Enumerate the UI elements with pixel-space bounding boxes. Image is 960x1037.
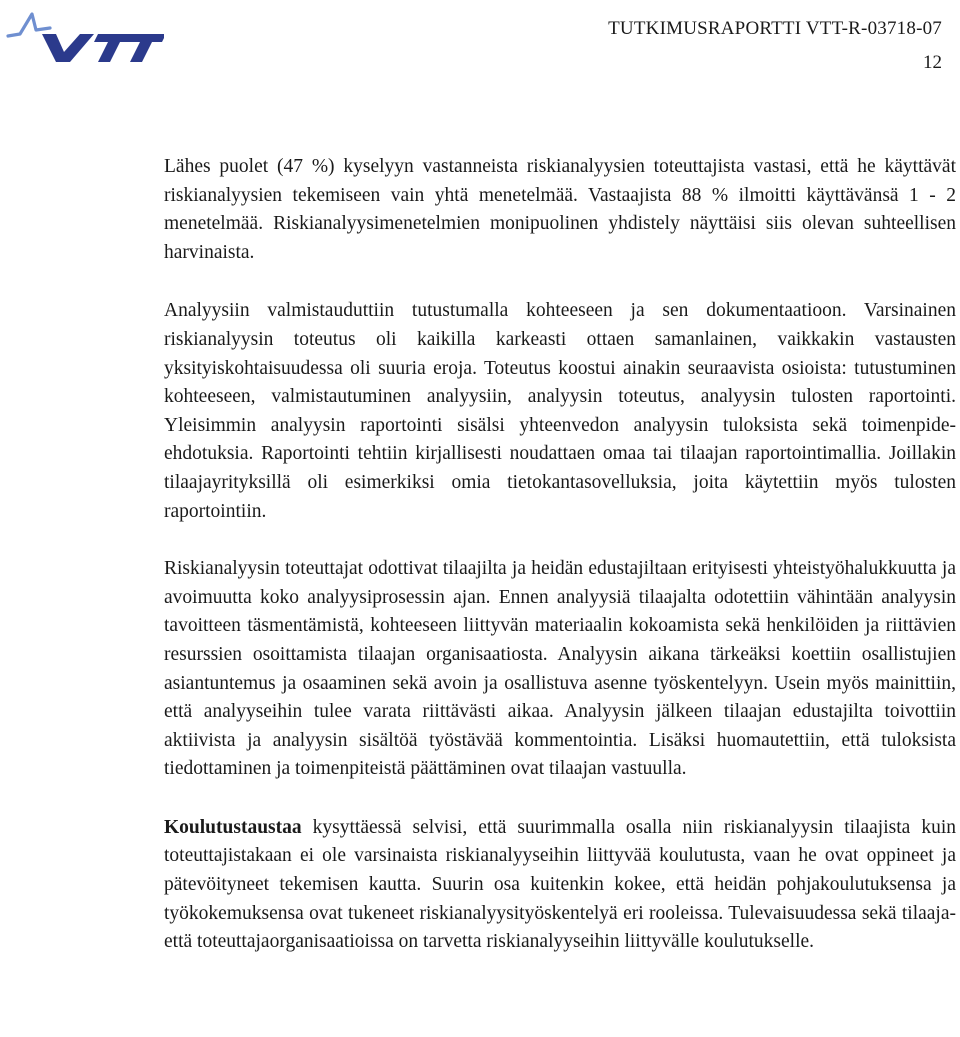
logo-wing-icon [8,14,50,36]
logo-letter-t2 [126,34,164,62]
paragraph-text: kysyttäessä selvisi, että suurimmalla osalla niin riskianalyysin tilaajista kuin toteuttajistakaan ei ole varsinaista riskianalyyseihin liittyvää koulutusta, vaan he ovat oppineet ja pätevöityneet tekemisen kautta. Suurin osa kuitenkin kokee, että heidän pohjakoulutuksensa ja työkokemuksensa ovat tukeneet riskianalyysityöskentelyä eri rooleissa. Tulevaisuudessa sekä tilaaja- että toteuttajaorganisaatioissa on tarvetta riskianalyyseihin liittyvälle koulutukselle. [164,816,956,953]
paragraph: Riskianalyysin toteuttajat odottivat tilaajilta ja heidän edustajiltaan erityisesti yhteistyöhalukkuutta ja avoimuutta koko analyysiprosessin ajan. Ennen analyysiä tilaajalta odotettiin vähintään analyysin tavoitteen täsmentämistä, kohteeseen liittyvän materiaalin kokoamista sekä henkilöiden ja riittävien resurssien osoittamista tilaajan organisaatiosta. Analyysin aikana tärkeäksi koettiin osallistujien asiantuntemus ja osaaminen sekä avoin ja osallistuva asenne työskentelyyn. Usein myös mainittiin, että analyyseihin tulee varata riittävästi aikaa. Analyysin jälkeen tilaajan edustajilta toivottiin aktiivista ja analyysin sisältöä työstävää kommentointia. Lisäksi huomautettiin, että tuloksista tiedottaminen ja toimenpiteistä päättäminen ovat tilaajan vastuulla. [164,558,956,780]
report-id: TUTKIMUSRAPORTTI VTT-R-03718-07 [608,18,942,39]
logo-letter-v [42,34,94,62]
document-body [164,153,956,987]
paragraph: Analyysiin valmistauduttiin tutustumalla kohteeseen ja sen dokumentaatioon. Varsinainen riskianalyysin toteutus oli kaikilla karkeasti ottaen samanlainen, vaikkakin vastausten yksityiskohtaisuudessa oli suuria eroja. Toteutus koostui ainakin seuraavista osioista: tutustuminen kohteeseen, valmistautuminen analyysiin, analyysin toteutus, analyysin tulosten raportointi. Yleisimmin analyysin raportointi sisälsi yhteenvedon analyysin tuloksista sekä toimenpide-ehdotuksia. Raportointi tehtiin kirjallisesti noudattaen omaa tai tilaajan raportointimallia. Joillakin tilaajayrityksillä oli esimerkiksi omia tietokantasovelluksia, joita käytettiin myös tulosten raportointiin. [164,300,956,522]
vtt-logo [6,6,164,64]
page-number: 12 [923,52,942,73]
paragraph-lead-term: Koulutustaustaa [164,816,302,838]
paragraph [164,814,956,957]
paragraph: Lähes puolet (47 %) kyselyyn vastanneista riskianalyysien toteuttajista vastasi, että he käyttävät riskianalyysien tekemiseen vain yhtä menetelmää. Vastaajista 88 % ilmoitti käyttävänsä 1 - 2 menetelmää. Riskianalyysimenetelmien monipuolinen yhdistely näyttäisi siis olevan suhteellisen harvinaista. [164,156,956,263]
